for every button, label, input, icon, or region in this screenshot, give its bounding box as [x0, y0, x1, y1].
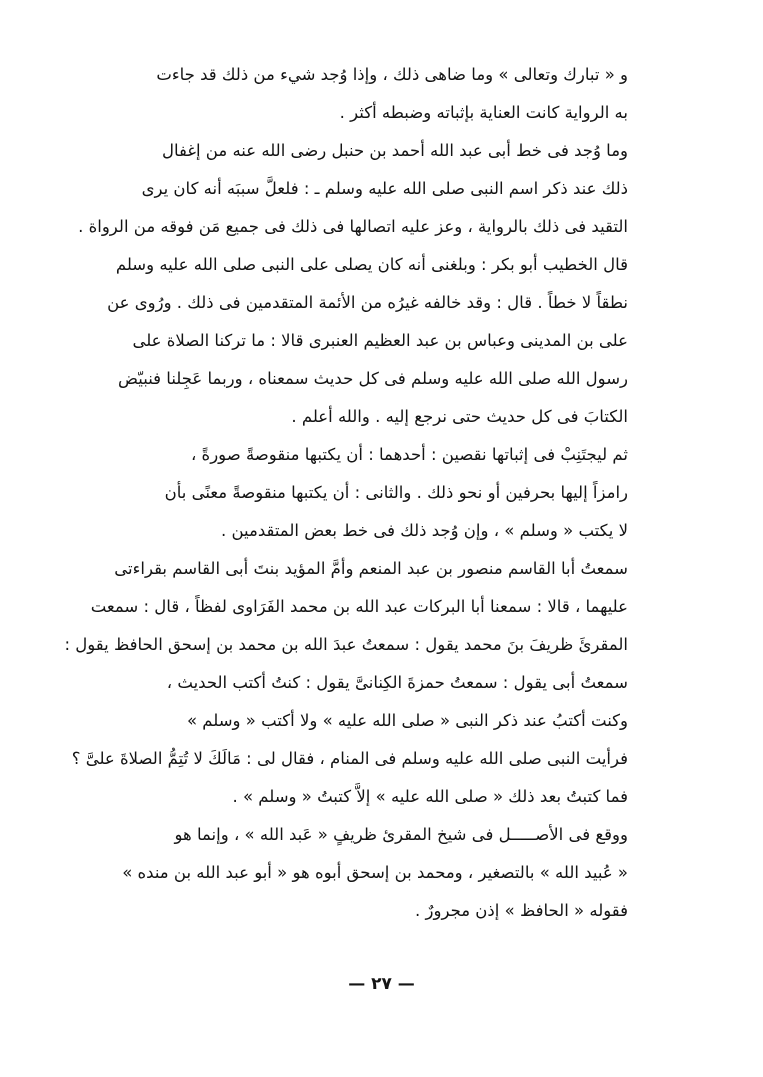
text-line: فما كتبتُ بعد ذلك « صلى الله عليه » إلاَّ كتبتُ « وسلم » .: [232, 787, 628, 806]
text-line: وكنت أكتبُ عند ذكر النبى « صلى الله عليه » ولا أكتب « وسلم »: [186, 711, 628, 730]
text-line: و « تبارك وتعالى » وما ضاهى ذلك ، وإذا وُجد شيء من ذلك قد جاءت: [156, 65, 628, 84]
text-line: فقوله « الحافظ » إذن مجرورٌ .: [415, 901, 628, 920]
text-line: المقرئَ ظريفَ بنَ محمد يقول : سمعتُ عبدَ الله بن محمد بن إسحق الحافظ يقول :: [64, 635, 628, 654]
text-line: ذلك عند ذكر اسم النبى صلى الله عليه وسلم ـ : فلعلَّ سببَه أنه كان يرى: [141, 179, 628, 198]
text-line: به الرواية كانت العناية بإثباته وضبطه أكثر .: [339, 103, 628, 122]
text-line: نطقاً لا خطاً . قال : وقد خالفه غيرُه من الأئمة المتقدمين فى ذلك . ورُوى عن: [107, 293, 628, 312]
text-line: سمعتُ أبا القاسم منصور بن عبد المنعم وأمَّ المؤيد بنتَ أبى القاسم بقراءتى: [114, 559, 628, 578]
text-line: عليهما ، قالا : سمعنا أبا البركات عبد الله بن محمد الفَرَاوى لفظاً ، قال : سمعت: [90, 597, 628, 616]
text-line: رامزاً إليها بحرفين أو نحو ذلك . والثانى : أن يكتبها منقوصةً معنًى بأن: [164, 483, 628, 502]
page-number: — ٢٧ —: [348, 974, 415, 994]
text-line: « عُبيد الله » بالتصغير ، ومحمد بن إسحق أبوه هو « أبو عبد الله بن منده »: [122, 863, 628, 882]
text-line: التقيد فى ذلك بالرواية ، وعز عليه اتصالها فى ذلك فى جميع مَن فوقه من الرواة .: [78, 217, 628, 236]
text-line: على بن المدينى وعباس بن عبد العظيم العنبرى قالا : ما تركنا الصلاة على: [132, 331, 628, 350]
text-line: لا يكتب « وسلم » ، وإن وُجد ذلك فى خط بعض المتقدمين .: [220, 521, 628, 540]
text-line: ووقع فى الأصـــــل فى شيخ المقرئ ظريفٍ « عَبد الله » ، وإنما هو: [174, 825, 628, 844]
text-line: سمعتُ أبى يقول : سمعتُ حمزةَ الكِنانىَّ يقول : كنتُ أكتب الحديث ،: [166, 673, 628, 692]
text-line: رسول الله صلى الله عليه وسلم فى كل حديث سمعناه ، وربما عَجِلنا فنبيّض: [118, 369, 628, 388]
text-line: ثم ليجتَنِبْ فى إثباتها نقصين : أحدهما : أن يكتبها منقوصةً صورةً ،: [190, 445, 628, 464]
page-body-text: [64, 56, 628, 930]
text-line: وما وُجد فى خط أبى عبد الله أحمد بن حنبل رضى الله عنه من إغفال: [161, 141, 628, 160]
text-line: الكتابَ فى كل حديث حتى نرجع إليه . والله أعلم .: [291, 407, 628, 426]
text-line: قال الخطيب أبو بكر : وبلغنى أنه كان يصلى على النبى صلى الله عليه وسلم: [115, 255, 628, 274]
text-line: فرأيت النبى صلى الله عليه وسلم فى المنام ، فقال لى : مَالَكَ لا تُتِمُّ الصلاةَ علىَّ ؟: [71, 749, 628, 768]
